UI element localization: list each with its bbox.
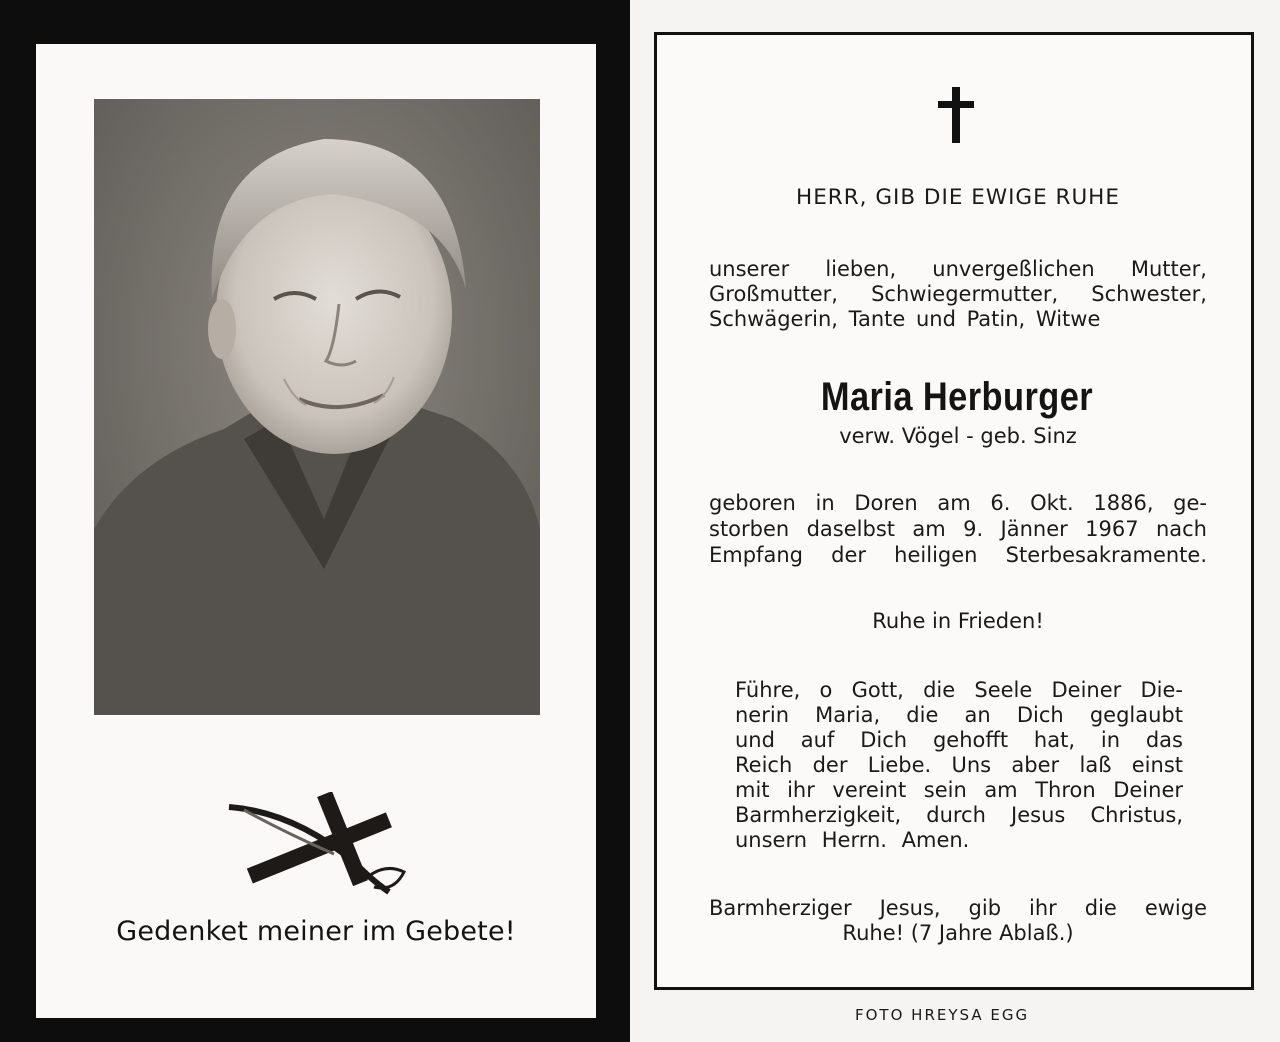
relations-line: Schwägerin, Tante und Patin, Witwe bbox=[709, 307, 1101, 331]
portrait-photo bbox=[94, 99, 540, 715]
prayer-heading: HERR, GIB DIE EWIGE RUHE bbox=[796, 185, 1120, 210]
relations-line: Großmutter, Schwiegermutter, Schwester, bbox=[709, 282, 1207, 306]
rest-in-peace: Ruhe in Frieden! bbox=[872, 609, 1044, 633]
prayer-line: unsern Herrn. Amen. bbox=[735, 828, 970, 852]
life-dates-line: Empfang der heiligen Sterbesakramente. bbox=[709, 543, 1207, 567]
prayer-line: mit ihr vereint sein am Thron Deiner bbox=[735, 778, 1183, 802]
name-detail: verw. Vögel - geb. Sinz bbox=[839, 424, 1077, 448]
obituary-card bbox=[654, 32, 1254, 990]
cross-and-palm-icon bbox=[224, 792, 414, 902]
prayer-line: Barmherzigkeit, durch Jesus Christus, bbox=[735, 803, 1183, 827]
indulgence-line: Ruhe! (7 Jahre Ablaß.) bbox=[842, 921, 1074, 945]
remembrance-caption: Gedenket meiner im Gebete! bbox=[116, 916, 516, 947]
prayer-line: Führe, o Gott, die Seele Deiner Die- bbox=[735, 678, 1183, 702]
prayer-line: und auf Dich gehofft hat, in das bbox=[735, 728, 1183, 752]
relations-line: unserer lieben, unvergeßlichen Mutter, bbox=[709, 257, 1207, 281]
cross-icon bbox=[938, 87, 974, 143]
deceased-name: Maria Herburger bbox=[820, 375, 1094, 419]
life-dates-line: storben daselbst am 9. Jänner 1967 nach bbox=[709, 517, 1207, 541]
prayer-line: Reich der Liebe. Uns aber laß einst bbox=[735, 753, 1183, 777]
portrait-card-inner bbox=[36, 44, 596, 1018]
prayer-line: nerin Maria, die an Dich geglaubt bbox=[735, 703, 1183, 727]
portrait-card bbox=[0, 0, 630, 1042]
indulgence-line: Barmherziger Jesus, gib ihr die ewige bbox=[709, 896, 1207, 920]
photo-credit: FOTO HREYSA EGG bbox=[855, 1006, 1030, 1024]
life-dates-line: geboren in Doren am 6. Okt. 1886, ge- bbox=[709, 491, 1207, 515]
portrait-image bbox=[94, 99, 540, 715]
